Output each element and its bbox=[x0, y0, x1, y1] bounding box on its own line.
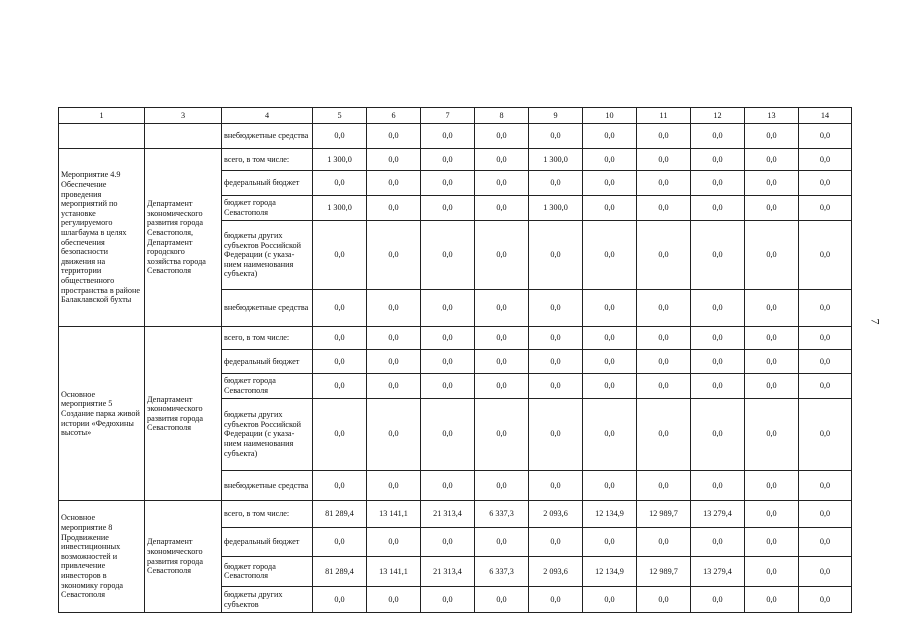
value-cell: 0,0 bbox=[691, 587, 745, 613]
value-cell: 0,0 bbox=[745, 327, 799, 350]
header-cell: 1 bbox=[59, 108, 145, 124]
value-cell: 21 313,4 bbox=[421, 501, 475, 528]
value-cell: 0,0 bbox=[745, 398, 799, 470]
value-cell: 12 134,9 bbox=[583, 501, 637, 528]
value-cell: 0,0 bbox=[691, 290, 745, 327]
funding-source-cell: бюджеты других субъектов Российской Федерации (с указа-нием наименования субъекта) bbox=[222, 398, 313, 470]
value-cell: 0,0 bbox=[745, 501, 799, 528]
value-cell: 0,0 bbox=[529, 290, 583, 327]
value-cell: 0,0 bbox=[313, 220, 367, 290]
value-cell: 0,0 bbox=[637, 470, 691, 501]
header-cell: 12 bbox=[691, 108, 745, 124]
table-row bbox=[59, 148, 852, 171]
value-cell: 13 141,1 bbox=[367, 556, 421, 587]
value-cell: 0,0 bbox=[745, 171, 799, 196]
value-cell: 0,0 bbox=[529, 587, 583, 613]
value-cell: 0,0 bbox=[421, 220, 475, 290]
value-cell: 0,0 bbox=[475, 124, 529, 149]
value-cell: 0,0 bbox=[799, 124, 852, 149]
department-cell: Департамент экономического развития города Севастополя, Департамент городского хозяйства города Севастополя bbox=[145, 148, 222, 326]
value-cell: 1 300,0 bbox=[313, 148, 367, 171]
value-cell: 0,0 bbox=[799, 527, 852, 556]
value-cell: 0,0 bbox=[421, 374, 475, 399]
header-cell: 3 bbox=[145, 108, 222, 124]
value-cell: 0,0 bbox=[691, 349, 745, 374]
value-cell: 0,0 bbox=[529, 327, 583, 350]
value-cell: 0,0 bbox=[367, 527, 421, 556]
value-cell: 0,0 bbox=[475, 398, 529, 470]
department-cell bbox=[145, 124, 222, 149]
value-cell: 2 093,6 bbox=[529, 556, 583, 587]
funding-source-cell: всего, в том числе: bbox=[222, 327, 313, 350]
value-cell: 0,0 bbox=[583, 587, 637, 613]
value-cell: 0,0 bbox=[529, 220, 583, 290]
value-cell: 0,0 bbox=[529, 124, 583, 149]
value-cell: 0,0 bbox=[313, 290, 367, 327]
value-cell: 0,0 bbox=[583, 171, 637, 196]
funding-source-cell: всего, в том числе: bbox=[222, 501, 313, 528]
value-cell: 21 313,4 bbox=[421, 556, 475, 587]
value-cell: 13 279,4 bbox=[691, 501, 745, 528]
value-cell: 0,0 bbox=[313, 349, 367, 374]
value-cell: 0,0 bbox=[367, 470, 421, 501]
value-cell: 0,0 bbox=[691, 527, 745, 556]
value-cell: 0,0 bbox=[691, 124, 745, 149]
value-cell: 0,0 bbox=[583, 327, 637, 350]
funding-table bbox=[58, 107, 852, 613]
value-cell: 0,0 bbox=[529, 470, 583, 501]
value-cell: 0,0 bbox=[475, 327, 529, 350]
value-cell: 0,0 bbox=[529, 398, 583, 470]
value-cell: 0,0 bbox=[313, 171, 367, 196]
value-cell: 0,0 bbox=[745, 148, 799, 171]
value-cell: 0,0 bbox=[421, 587, 475, 613]
page-number: 7 bbox=[868, 318, 883, 325]
value-cell: 1 300,0 bbox=[529, 148, 583, 171]
value-cell: 0,0 bbox=[529, 374, 583, 399]
action-cell: Мероприятие 4.9 Обеспечение проведения мероприятий по установке регулируемого шлагбаума в целях обеспечения безопасности движения на территории общественного пространства в районе Балаклавской бухты bbox=[59, 148, 145, 326]
value-cell: 0,0 bbox=[313, 587, 367, 613]
value-cell: 0,0 bbox=[475, 148, 529, 171]
header-row bbox=[59, 108, 852, 124]
department-cell: Департамент экономического развития города Севастополя bbox=[145, 501, 222, 613]
value-cell: 0,0 bbox=[691, 196, 745, 221]
value-cell: 0,0 bbox=[745, 527, 799, 556]
value-cell: 0,0 bbox=[421, 171, 475, 196]
value-cell: 0,0 bbox=[475, 374, 529, 399]
table-row bbox=[59, 501, 852, 528]
value-cell: 0,0 bbox=[367, 196, 421, 221]
value-cell: 0,0 bbox=[421, 349, 475, 374]
value-cell: 0,0 bbox=[313, 327, 367, 350]
value-cell: 0,0 bbox=[421, 327, 475, 350]
value-cell: 0,0 bbox=[475, 220, 529, 290]
value-cell: 0,0 bbox=[475, 290, 529, 327]
value-cell: 0,0 bbox=[745, 124, 799, 149]
value-cell: 0,0 bbox=[691, 374, 745, 399]
value-cell: 0,0 bbox=[637, 124, 691, 149]
value-cell: 0,0 bbox=[583, 470, 637, 501]
value-cell: 0,0 bbox=[421, 124, 475, 149]
action-cell: Основное мероприятие 5 Создание парка живой истории «Федюхины высоты» bbox=[59, 327, 145, 501]
value-cell: 81 289,4 bbox=[313, 556, 367, 587]
value-cell: 0,0 bbox=[799, 587, 852, 613]
value-cell: 0,0 bbox=[745, 470, 799, 501]
value-cell: 0,0 bbox=[637, 349, 691, 374]
funding-source-cell: бюджет города Севастополя bbox=[222, 556, 313, 587]
funding-source-cell: бюджеты других субъектов Российской Федерации (с указа-нием наименования субъекта) bbox=[222, 220, 313, 290]
value-cell: 0,0 bbox=[475, 587, 529, 613]
value-cell: 0,0 bbox=[637, 327, 691, 350]
table-row bbox=[59, 327, 852, 350]
value-cell: 0,0 bbox=[799, 374, 852, 399]
value-cell: 0,0 bbox=[313, 124, 367, 149]
value-cell: 0,0 bbox=[637, 220, 691, 290]
value-cell: 0,0 bbox=[529, 171, 583, 196]
funding-source-cell: федеральный бюджет bbox=[222, 349, 313, 374]
value-cell: 0,0 bbox=[799, 501, 852, 528]
funding-source-cell: бюджет города Севастополя bbox=[222, 196, 313, 221]
value-cell: 0,0 bbox=[313, 374, 367, 399]
value-cell: 0,0 bbox=[583, 148, 637, 171]
header-cell: 8 bbox=[475, 108, 529, 124]
value-cell: 0,0 bbox=[745, 290, 799, 327]
header-cell: 6 bbox=[367, 108, 421, 124]
value-cell: 0,0 bbox=[691, 470, 745, 501]
value-cell: 0,0 bbox=[799, 290, 852, 327]
value-cell: 0,0 bbox=[583, 290, 637, 327]
value-cell: 0,0 bbox=[637, 527, 691, 556]
value-cell: 1 300,0 bbox=[529, 196, 583, 221]
value-cell: 0,0 bbox=[691, 327, 745, 350]
value-cell: 12 989,7 bbox=[637, 556, 691, 587]
header-cell: 9 bbox=[529, 108, 583, 124]
funding-source-cell: бюджет города Севастополя bbox=[222, 374, 313, 399]
action-cell bbox=[59, 124, 145, 149]
value-cell: 0,0 bbox=[583, 349, 637, 374]
value-cell: 0,0 bbox=[637, 196, 691, 221]
header-cell: 7 bbox=[421, 108, 475, 124]
value-cell: 0,0 bbox=[799, 327, 852, 350]
value-cell: 1 300,0 bbox=[313, 196, 367, 221]
funding-source-cell: бюджеты других субъектов bbox=[222, 587, 313, 613]
value-cell: 2 093,6 bbox=[529, 501, 583, 528]
value-cell: 0,0 bbox=[745, 220, 799, 290]
value-cell: 0,0 bbox=[421, 527, 475, 556]
value-cell: 0,0 bbox=[421, 196, 475, 221]
value-cell: 0,0 bbox=[637, 171, 691, 196]
value-cell: 0,0 bbox=[799, 220, 852, 290]
value-cell: 0,0 bbox=[367, 374, 421, 399]
funding-source-cell: федеральный бюджет bbox=[222, 527, 313, 556]
value-cell: 0,0 bbox=[799, 196, 852, 221]
value-cell: 0,0 bbox=[367, 327, 421, 350]
value-cell: 0,0 bbox=[799, 349, 852, 374]
value-cell: 6 337,3 bbox=[475, 556, 529, 587]
header-cell: 14 bbox=[799, 108, 852, 124]
header-cell: 4 bbox=[222, 108, 313, 124]
funding-source-cell: федеральный бюджет bbox=[222, 171, 313, 196]
value-cell: 0,0 bbox=[313, 398, 367, 470]
value-cell: 0,0 bbox=[583, 124, 637, 149]
value-cell: 0,0 bbox=[799, 556, 852, 587]
value-cell: 0,0 bbox=[637, 398, 691, 470]
value-cell: 0,0 bbox=[799, 148, 852, 171]
value-cell: 0,0 bbox=[421, 470, 475, 501]
value-cell: 0,0 bbox=[691, 398, 745, 470]
value-cell: 0,0 bbox=[421, 148, 475, 171]
value-cell: 0,0 bbox=[637, 587, 691, 613]
value-cell: 0,0 bbox=[583, 527, 637, 556]
value-cell: 81 289,4 bbox=[313, 501, 367, 528]
table-row bbox=[59, 124, 852, 149]
value-cell: 0,0 bbox=[475, 527, 529, 556]
value-cell: 0,0 bbox=[475, 196, 529, 221]
value-cell: 0,0 bbox=[421, 290, 475, 327]
value-cell: 0,0 bbox=[367, 398, 421, 470]
action-cell: Основное мероприятие 8 Продвижение инвестиционных возможностей и привлечение инвесторов в экономику города Севастополя bbox=[59, 501, 145, 613]
value-cell: 0,0 bbox=[637, 290, 691, 327]
funding-source-cell: внебюджетные средства bbox=[222, 470, 313, 501]
value-cell: 0,0 bbox=[367, 587, 421, 613]
value-cell: 0,0 bbox=[583, 374, 637, 399]
value-cell: 13 279,4 bbox=[691, 556, 745, 587]
value-cell: 0,0 bbox=[367, 290, 421, 327]
value-cell: 0,0 bbox=[583, 220, 637, 290]
header-cell: 5 bbox=[313, 108, 367, 124]
department-cell: Департамент экономического развития города Севастополя bbox=[145, 327, 222, 501]
value-cell: 13 141,1 bbox=[367, 501, 421, 528]
value-cell: 0,0 bbox=[745, 587, 799, 613]
value-cell: 0,0 bbox=[583, 398, 637, 470]
value-cell: 0,0 bbox=[529, 527, 583, 556]
value-cell: 0,0 bbox=[799, 171, 852, 196]
value-cell: 0,0 bbox=[475, 171, 529, 196]
value-cell: 0,0 bbox=[421, 398, 475, 470]
value-cell: 0,0 bbox=[583, 196, 637, 221]
value-cell: 0,0 bbox=[475, 470, 529, 501]
value-cell: 0,0 bbox=[529, 349, 583, 374]
header-cell: 11 bbox=[637, 108, 691, 124]
value-cell: 0,0 bbox=[475, 349, 529, 374]
funding-source-cell: всего, в том числе: bbox=[222, 148, 313, 171]
value-cell: 0,0 bbox=[745, 556, 799, 587]
value-cell: 0,0 bbox=[367, 148, 421, 171]
header-cell: 10 bbox=[583, 108, 637, 124]
value-cell: 0,0 bbox=[313, 470, 367, 501]
value-cell: 12 989,7 bbox=[637, 501, 691, 528]
value-cell: 0,0 bbox=[691, 148, 745, 171]
value-cell: 0,0 bbox=[691, 220, 745, 290]
value-cell: 6 337,3 bbox=[475, 501, 529, 528]
funding-source-cell: внебюджетные средства bbox=[222, 290, 313, 327]
value-cell: 0,0 bbox=[745, 374, 799, 399]
value-cell: 0,0 bbox=[367, 124, 421, 149]
value-cell: 0,0 bbox=[313, 527, 367, 556]
value-cell: 0,0 bbox=[367, 349, 421, 374]
value-cell: 0,0 bbox=[637, 374, 691, 399]
value-cell: 0,0 bbox=[799, 398, 852, 470]
value-cell: 0,0 bbox=[637, 148, 691, 171]
value-cell: 0,0 bbox=[745, 349, 799, 374]
value-cell: 0,0 bbox=[367, 220, 421, 290]
value-cell: 0,0 bbox=[691, 171, 745, 196]
value-cell: 0,0 bbox=[367, 171, 421, 196]
value-cell: 0,0 bbox=[745, 196, 799, 221]
value-cell: 0,0 bbox=[799, 470, 852, 501]
header-cell: 13 bbox=[745, 108, 799, 124]
value-cell: 12 134,9 bbox=[583, 556, 637, 587]
funding-source-cell: внебюджетные средства bbox=[222, 124, 313, 149]
